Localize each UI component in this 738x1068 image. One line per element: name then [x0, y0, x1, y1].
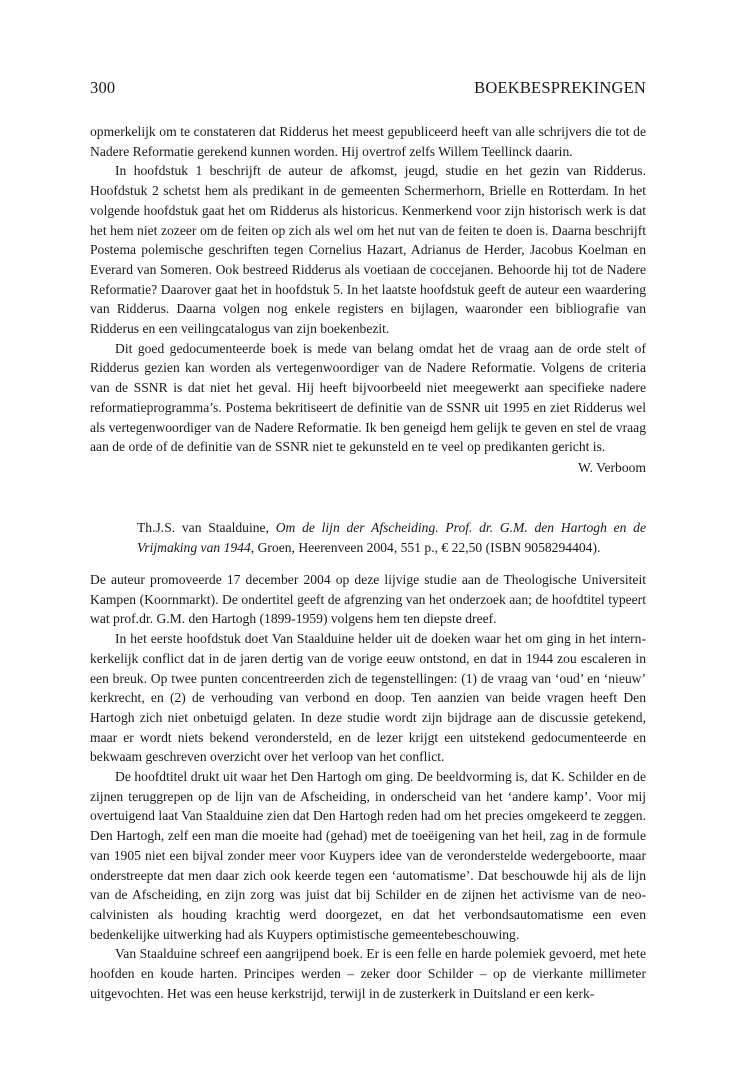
- book-reference: [137, 518, 646, 558]
- review-2-body: [90, 570, 646, 1003]
- review-1-paragraph-3: Dit goed gedocumenteerde boek is mede van belang omdat het de vraag aan de orde stelt of Ridderus gezien kan worden als vertegenwoordiger van de Nadere Reformatie. Volgens de criteria van de SSNR is dat niet het geval. Hij heeft bijvoorbeeld niet meegewerkt aan specifieke nadere reformatieprogramma’s. Postema bekritiseert de definitie van de SSNR uit 1995 en ziet Ridderus wel als vertegenwoordiger van de Nadere Reformatie. Ik ben geneigd hem gelijk te geven en stel de vraag aan de orde of de definitie van de SSNR niet te gekunsteld en te veel op predikanten gericht is.: [90, 340, 646, 455]
- reviewer-signature: W. Verboom: [578, 459, 646, 475]
- page-header: [90, 78, 646, 98]
- book-details: , Groen, Heerenveen 2004, 551 p., € 22,50 (ISBN 9058294404).: [250, 540, 601, 555]
- review-1-body: [90, 122, 646, 478]
- review-2-paragraph-4: Van Staalduine schreef een aangrijpend boek. Er is een felle en harde polemiek gevoerd, met hete hoofden en koude harten. Principes werden – zeker door Schilder – op de vierkante millimeter uitgevochten. Het was een heuse kerkstrijd, terwijl in de zusterkerk in Duitsland er een kerk-: [90, 946, 646, 1001]
- review-2-paragraph-3: De hoofdtitel drukt uit waar het Den Hartogh om ging. De beeldvorming is, dat K. Schilder en de zijnen teruggrepen op de lijn van de Afscheiding, in onderscheid van het ‘andere kamp’. Voor mij overtuigend laat Van Staalduine zien dat Den Hartogh reden had om het precies omgekeerd te zeggen. Den Hartogh, zelf een man die moeite had (gehad) met de toeëigening van het heil, zag in de formule van 1905 niet een bijval zonder meer voor Kuypers idee van de veronderstelde wedergeboorte, maar onderstreepte dat men daar zich ook keerde tegen een ‘automatisme’. Dat beschouwde hij als de lijn van de Afscheiding, en zijn zorg was juist dat bij Schilder en de zijnen het activisme van de neo-calvinisten als houding krachtig werd doorgezet, en dat het verbondsautomatisme een even bedenkelijke uitwerking had als Kuypers optimistische gemeentebeschouwing.: [90, 769, 646, 942]
- page-number: 300: [90, 78, 116, 97]
- section-title: BOEKBESPREKINGEN: [474, 78, 646, 97]
- book-title: Om de lijn der Afscheiding. Prof. dr. G.M. den Hartogh en de Vrijmaking van 1944: [137, 520, 646, 555]
- review-2-paragraph-1: De auteur promoveerde 17 december 2004 op deze lijvige studie aan de Theologische Universiteit Kampen (Koornmarkt). De ondertitel geeft de afgrenzing van het onderzoek aan; de hoofdtitel typeert wat prof.dr. G.M. den Hartogh (1899-1959) volgens hem ten diepste dreef.: [90, 572, 646, 627]
- review-1-paragraph-2: In hoofdstuk 1 beschrijft de auteur de afkomst, jeugd, studie en het gezin van Ridderus. Hoofdstuk 2 schetst hem als predikant in de gemeenten Schermerhorn, Brielle en Rotterdam. In het volgende hoofdstuk gaat het om Ridderus als historicus. Kenmerkend voor zijn historisch werk is dat het hem niet zozeer om de feiten op zich als wel om het nut van de feiten te doen is. Daarna beschrijft Postema polemische geschriften tegen Cornelius Hazart, Adrianus de Herder, Jacobus Koelman en Everard van Someren. Ook bestreed Ridderus als voetiaan de coccejanen. Behoorde hij tot de Nadere Reformatie? Daarover gaat het in hoofdstuk 5. In het laatste hoofdstuk geeft de auteur een waardering van Ridderus. Daarna volgen nog enkele registers en bijlagen, waaronder een bibliografie van Ridderus en een veilingcatalogus van zijn boekenbezit.: [90, 163, 646, 337]
- review-1-paragraph-1: opmerkelijk om te constateren dat Ridderus het meest gepubliceerd heeft van alle schrijvers die tot de Nadere Reformatie gerekend kunnen worden. Hij overtrof zelfs Willem Teellinck daarin.: [90, 124, 646, 159]
- review-2-paragraph-2: In het eerste hoofdstuk doet Van Staalduine helder uit de doeken waar het om ging in het intern-kerkelijk conflict dat in de jaren dertig van de vorige eeuw ontstond, en dat in 1944 zou escaleren in een breuk. Op twee punten concentreerden zich de tegenstellingen: (1) de vraag van ‘oud’ en ‘nieuw’ kerkrecht, en (2) de verhouding van verbond en doop. Ten aanzien van beide vragen heeft Den Hartogh zich niet onbetuigd gelaten. In deze studie wordt zijn bijdrage aan de discussie getekend, maar er wordt niets bekend verondersteld, en de lezer krijgt een uitstekend gedocumenteerde en bekwaam geschreven overzicht over het verloop van het conflict.: [90, 631, 646, 765]
- book-author: Th.J.S. van Staalduine,: [137, 520, 269, 535]
